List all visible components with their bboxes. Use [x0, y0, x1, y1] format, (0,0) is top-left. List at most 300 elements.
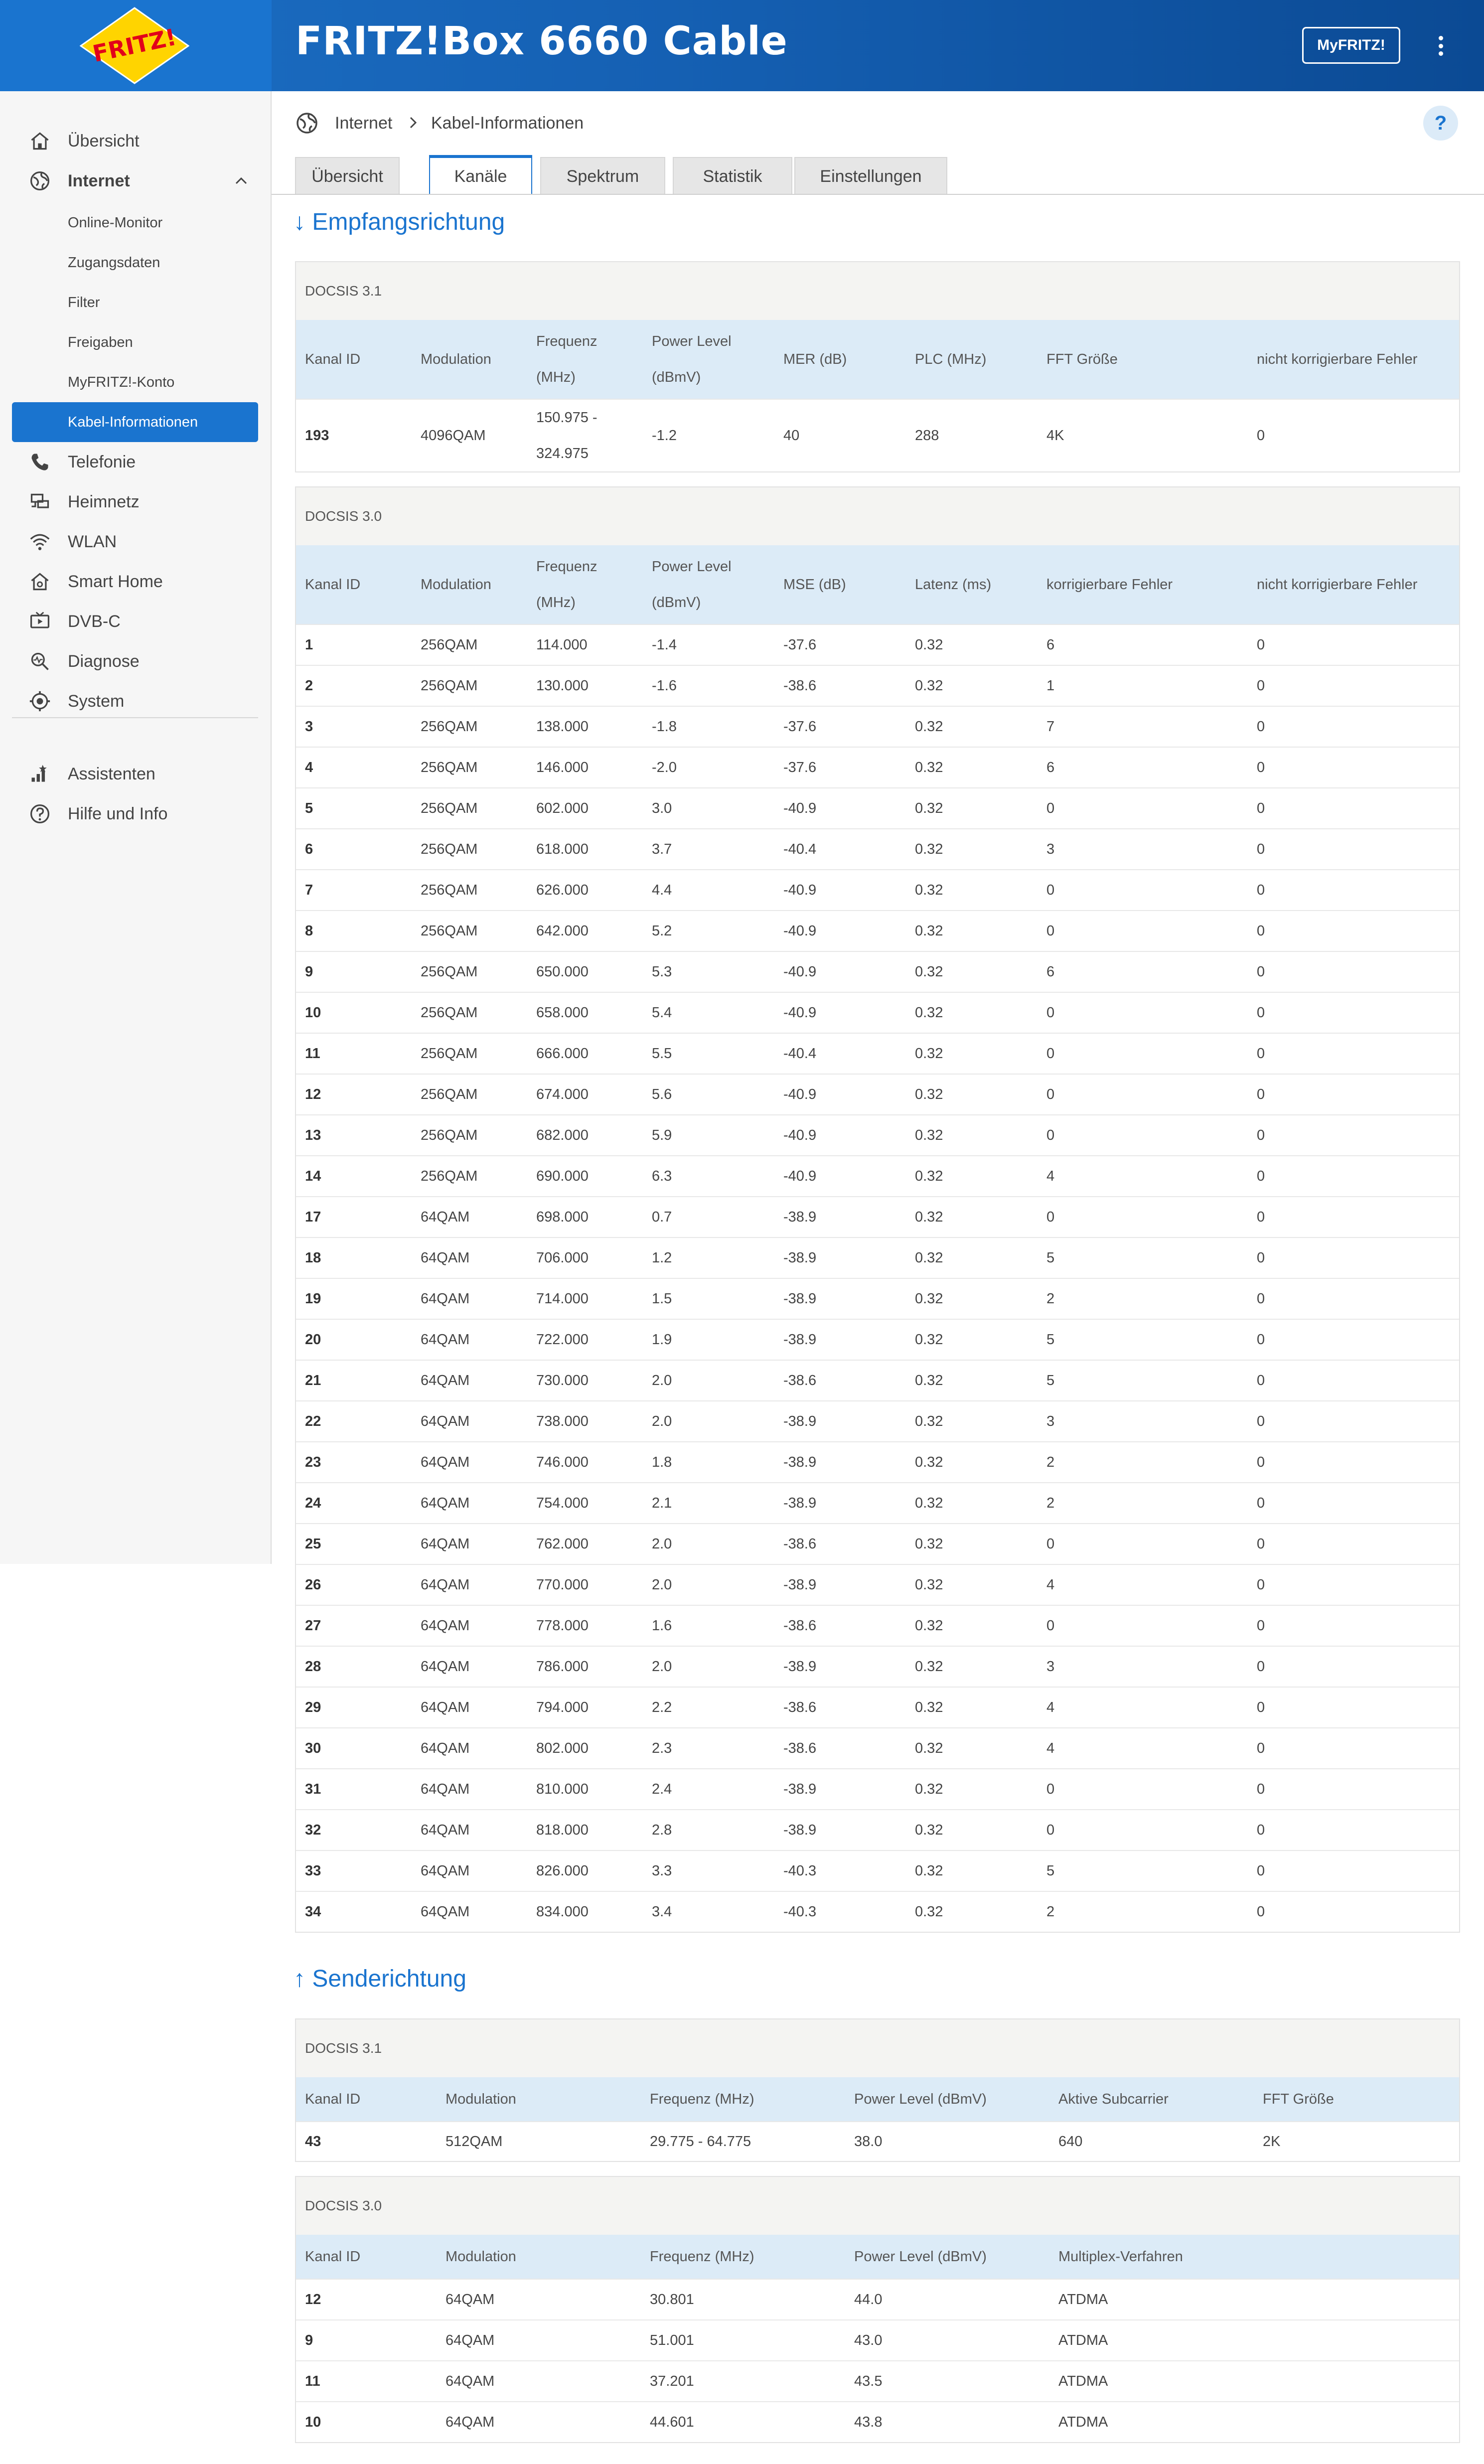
table-cell: 818.000 [536, 1822, 589, 1838]
table-row [296, 1400, 1459, 1441]
table-cell: 0.32 [915, 1291, 943, 1307]
table-cell: 256QAM [421, 760, 478, 775]
column-header: Aktive Subcarrier [1058, 2091, 1169, 2107]
logo-area [0, 0, 272, 91]
table-cell: 5.9 [652, 1127, 672, 1143]
sidebar-item-label: Freigaben [68, 334, 133, 350]
table-cell: 0 [1257, 964, 1265, 980]
table-header-row [296, 320, 1459, 399]
table-cell: 512QAM [445, 2134, 503, 2150]
table-cell: 40 [783, 428, 800, 444]
chevron-right-icon [406, 116, 420, 130]
column-header: Multiplex-Verfahren [1058, 2249, 1183, 2265]
table-cell: 2.8 [652, 1822, 672, 1838]
sidebar-item-label: DVB-C [68, 612, 121, 631]
breadcrumb-internet[interactable]: Internet [335, 114, 393, 133]
table-cell: 0 [1257, 637, 1265, 653]
table-cell: -40.9 [783, 1127, 817, 1143]
table-cell: 0.32 [915, 1822, 943, 1838]
sidebar-item-heimnetz[interactable] [0, 482, 272, 522]
table-cell: 43.8 [854, 2414, 883, 2430]
table-cell: 5.6 [652, 1086, 672, 1102]
table-cell: 27 [305, 1618, 321, 1634]
sidebar-divider [12, 717, 258, 718]
table-cell: 29 [305, 1699, 321, 1715]
globe-icon [28, 169, 52, 193]
table-row [296, 1605, 1459, 1646]
table-cell: 43 [305, 2134, 321, 2150]
table-cell: 7 [305, 882, 313, 898]
table-cell: 4 [1046, 1577, 1055, 1593]
table-row [296, 992, 1459, 1033]
table-cell: 12 [305, 1086, 321, 1102]
table-row [296, 1033, 1459, 1074]
table-row [296, 910, 1459, 951]
table-cell: 2 [1046, 1454, 1055, 1470]
table-cell: 256QAM [421, 1046, 478, 1062]
table-cell: -40.9 [783, 1086, 817, 1102]
table-cell: 0 [1257, 1822, 1265, 1838]
table-cell: 0 [1257, 841, 1265, 857]
downstream-docsis30-table [295, 486, 1460, 1933]
table-cell: 0 [1257, 1863, 1265, 1879]
table-cell: 810.000 [536, 1781, 589, 1797]
table-cell: 6.3 [652, 1168, 672, 1184]
table-cell: 0 [1257, 760, 1265, 775]
table-cell: 3 [1046, 1659, 1055, 1675]
table-cell: 26 [305, 1577, 321, 1593]
sidebar-item-label: Zugangsdaten [68, 254, 160, 271]
upstream-title: ↑ Senderichtung [294, 1966, 466, 1992]
table-cell: 64QAM [421, 1291, 470, 1307]
sidebar-item-label: MyFRITZ!-Konto [68, 374, 175, 390]
table-cell: -38.6 [783, 1699, 817, 1715]
table-cell: -40.9 [783, 800, 817, 816]
table-cell: 0.32 [915, 1904, 943, 1920]
table-cell: 3.7 [652, 841, 672, 857]
table-cell: -1.4 [652, 637, 677, 653]
table-cell: 0.32 [915, 1413, 943, 1429]
sidebar-item-label: Kabel-Informationen [68, 414, 198, 430]
table-cell: 5.4 [652, 1005, 672, 1021]
table-cell: -37.6 [783, 719, 817, 735]
column-header: Latenz (ms) [915, 577, 992, 593]
table-cell: 256QAM [421, 1086, 478, 1102]
table-cell: 256QAM [421, 1005, 478, 1021]
sidebar-item-system[interactable] [0, 681, 272, 721]
table-cell: 0.32 [915, 637, 943, 653]
table-cell: -40.9 [783, 1005, 817, 1021]
table-cell: 0.32 [915, 964, 943, 980]
table-cell: -38.6 [783, 1536, 817, 1552]
table-cell: 0 [1257, 1168, 1265, 1184]
table-row [296, 1646, 1459, 1687]
sidebar-item-wlan[interactable] [0, 522, 272, 562]
table-row [296, 1482, 1459, 1523]
table-cell: 674.000 [536, 1086, 589, 1102]
table-cell: 288 [915, 428, 939, 444]
table-cell: 2 [1046, 1904, 1055, 1920]
table-cell: 11 [305, 2373, 320, 2389]
table-cell: 4 [305, 760, 313, 775]
table-cell: 150.975 - 324.975 [536, 410, 597, 462]
table-cell: 6 [1046, 964, 1055, 980]
phone-icon [28, 450, 52, 474]
table-row [296, 1319, 1459, 1360]
table-cell: -38.9 [783, 1291, 817, 1307]
column-header: Frequenz (MHz) [536, 559, 597, 611]
sidebar-item-zugangsdaten[interactable] [0, 243, 272, 283]
table-cell: 6 [1046, 760, 1055, 775]
tab-statistik[interactable]: Statistik [673, 157, 792, 195]
table-cell: 64QAM [421, 1904, 470, 1920]
table-cell: 5 [1046, 1250, 1055, 1266]
table-cell: 0.32 [915, 1005, 943, 1021]
table-cell: 14 [305, 1168, 321, 1184]
table-cell: -38.9 [783, 1250, 817, 1266]
table-cell: -38.6 [783, 1740, 817, 1756]
table-cell: 0 [1046, 923, 1055, 939]
table-row [296, 1114, 1459, 1155]
table-cell: 618.000 [536, 841, 589, 857]
sidebar-item-online-monitor[interactable] [0, 203, 272, 243]
table-cell: 64QAM [445, 2373, 495, 2389]
table-cell: 650.000 [536, 964, 589, 980]
table-row [296, 1809, 1459, 1850]
table-cell: 6 [1046, 637, 1055, 653]
sidebar [0, 91, 272, 1564]
table-cell: 0.32 [915, 1250, 943, 1266]
table-cell: -40.9 [783, 1168, 817, 1184]
table-row [296, 787, 1459, 828]
table-cell: 0.32 [915, 1863, 943, 1879]
table-row [296, 1891, 1459, 1932]
sidebar-item-filter[interactable] [0, 283, 272, 322]
table-cell: 0 [1257, 1495, 1265, 1511]
table-cell: 64QAM [421, 1822, 470, 1838]
table-cell: 6 [305, 841, 313, 857]
table-cell: 3.0 [652, 800, 672, 816]
sidebar-item-myfritz-konto[interactable] [0, 362, 272, 402]
table-cell: 690.000 [536, 1168, 589, 1184]
table-cell: 256QAM [421, 678, 478, 694]
myfritz-button[interactable]: MyFRITZ! [1302, 27, 1400, 64]
table-cell: 2.0 [652, 1577, 672, 1593]
table-row [296, 747, 1459, 787]
table-cell: 256QAM [421, 923, 478, 939]
table-cell: 5 [1046, 1863, 1055, 1879]
sidebar-item-label: Diagnose [68, 651, 140, 671]
table-cell: 64QAM [445, 2414, 495, 2430]
table-row [296, 951, 1459, 992]
table-cell: 0 [1257, 1291, 1265, 1307]
table-cell: 1.9 [652, 1332, 672, 1348]
table-cell: 0 [1257, 1904, 1265, 1920]
table-cell: 746.000 [536, 1454, 589, 1470]
sidebar-item-freigaben[interactable] [0, 322, 272, 362]
table-cell: 33 [305, 1863, 321, 1879]
table-cell: -1.6 [652, 678, 677, 694]
sidebar-item-telefonie[interactable] [0, 442, 272, 482]
column-header: Kanal ID [305, 2091, 361, 2107]
column-header: korrigierbare Fehler [1046, 577, 1173, 593]
tab-divider [272, 194, 1484, 195]
table-cell: 4 [1046, 1740, 1055, 1756]
table-cell: 1.2 [652, 1250, 672, 1266]
sidebar-item-dvb-c[interactable] [0, 602, 272, 641]
column-header: MSE (dB) [783, 577, 846, 593]
docsis-heading: DOCSIS 3.0 [296, 2177, 1459, 2235]
table-row [296, 828, 1459, 869]
table-cell: -40.9 [783, 882, 817, 898]
table-row [296, 2360, 1459, 2401]
column-header: Power Level (dBmV) [854, 2091, 987, 2107]
upstream-docsis31-table [295, 2018, 1460, 2162]
table-cell: 0 [1046, 1127, 1055, 1143]
table-cell: ATDMA [1058, 2292, 1108, 2308]
table-cell: 2.0 [652, 1536, 672, 1552]
kebab-menu-icon[interactable] [1433, 32, 1448, 60]
column-header: Power Level (dBmV) [652, 333, 732, 385]
table-cell: 64QAM [421, 1209, 470, 1225]
tv-icon [28, 610, 52, 633]
table-cell: 0 [1257, 719, 1265, 735]
sidebar-item-kabel-informationen[interactable] [12, 402, 258, 442]
table-cell: 0.32 [915, 1495, 943, 1511]
table-row [296, 665, 1459, 706]
table-cell: 138.000 [536, 719, 589, 735]
table-cell: 3.4 [652, 1904, 672, 1920]
sidebar-item-label: Filter [68, 294, 100, 310]
table-cell: -38.9 [783, 1413, 817, 1429]
table-cell: 0.32 [915, 923, 943, 939]
chevron-up-icon[interactable] [234, 174, 248, 188]
sidebar-item-internet[interactable] [0, 161, 272, 201]
column-header: Power Level (dBmV) [854, 2249, 987, 2265]
table-row [296, 1727, 1459, 1768]
table-cell: -38.6 [783, 1373, 817, 1388]
tab-uebersicht[interactable]: Übersicht [295, 157, 400, 195]
table-cell: 0 [1257, 1781, 1265, 1797]
tab-einstellungen[interactable]: Einstellungen [794, 157, 947, 195]
table-cell: -38.6 [783, 678, 817, 694]
table-cell: 34 [305, 1904, 321, 1920]
column-header: FFT Größe [1263, 2091, 1334, 2107]
table-cell: -38.6 [783, 1618, 817, 1634]
table-cell: 18 [305, 1250, 321, 1266]
home-icon [28, 129, 52, 153]
tab-spektrum[interactable]: Spektrum [540, 157, 665, 195]
table-row [296, 624, 1459, 665]
table-cell: 0.32 [915, 1332, 943, 1348]
table-cell: 256QAM [421, 800, 478, 816]
table-cell: 0.32 [915, 678, 943, 694]
table-cell: ATDMA [1058, 2373, 1108, 2389]
table-cell: 11 [305, 1046, 320, 1062]
column-header: Frequenz (MHz) [650, 2091, 754, 2107]
table-cell: 193 [305, 428, 329, 444]
table-row [296, 1441, 1459, 1482]
table-cell: 698.000 [536, 1209, 589, 1225]
table-cell: 0.7 [652, 1209, 672, 1225]
table-cell: 2 [1046, 1495, 1055, 1511]
table-row [296, 2401, 1459, 2442]
table-cell: 31 [305, 1781, 321, 1797]
table-cell: 13 [305, 1127, 321, 1143]
table-cell: 64QAM [421, 1332, 470, 1348]
table-cell: 0 [1046, 1086, 1055, 1102]
table-cell: 2K [1263, 2134, 1281, 2150]
table-cell: 256QAM [421, 841, 478, 857]
table-cell: -38.9 [783, 1495, 817, 1511]
table-header-row [296, 545, 1459, 624]
table-cell: 0.32 [915, 1659, 943, 1675]
table-cell: 658.000 [536, 1005, 589, 1021]
table-cell: 8 [305, 923, 313, 939]
table-cell: 5.2 [652, 923, 672, 939]
table-cell: 3 [1046, 841, 1055, 857]
table-cell: 0 [1257, 1005, 1265, 1021]
table-cell: 0.32 [915, 882, 943, 898]
table-cell: 2.3 [652, 1740, 672, 1756]
column-header: Power Level (dBmV) [652, 559, 732, 611]
table-cell: 5 [1046, 1332, 1055, 1348]
table-cell: 802.000 [536, 1740, 589, 1756]
table-cell: -38.9 [783, 1332, 817, 1348]
sidebar-item-label: System [68, 691, 125, 711]
table-cell: 37.201 [650, 2373, 694, 2389]
table-cell: 10 [305, 1005, 321, 1021]
column-header: Frequenz (MHz) [650, 2249, 754, 2265]
table-cell: 4096QAM [421, 428, 486, 444]
table-cell: 64QAM [421, 1659, 470, 1675]
top-header [0, 0, 1484, 91]
table-cell: 5 [1046, 1373, 1055, 1388]
table-cell: 7 [1046, 719, 1055, 735]
table-row [296, 2319, 1459, 2360]
table-cell: -38.9 [783, 1577, 817, 1593]
table-cell: 3 [305, 719, 313, 735]
table-cell: -40.3 [783, 1904, 817, 1920]
table-cell: 2 [1046, 1291, 1055, 1307]
fritz-logo[interactable] [80, 7, 189, 84]
sidebar-item-label: Telefonie [68, 452, 136, 471]
table-cell: 21 [305, 1373, 321, 1388]
table-cell: 0 [1257, 1577, 1265, 1593]
column-header: nicht korrigierbare Fehler [1257, 351, 1418, 367]
table-row [296, 869, 1459, 910]
table-cell: 20 [305, 1332, 321, 1348]
sidebar-item-smart-home[interactable] [0, 562, 272, 602]
table-header-row [296, 2077, 1459, 2121]
upstream-docsis30-table [295, 2176, 1460, 2443]
table-cell: 44.0 [854, 2292, 883, 2308]
table-cell: 0 [1257, 1659, 1265, 1675]
table-cell: 2.0 [652, 1373, 672, 1388]
sidebar-item-hilfe-und-info[interactable] [0, 794, 272, 834]
table-cell: 1 [1046, 678, 1055, 694]
column-header: FFT Größe [1046, 351, 1118, 367]
table-cell: 64QAM [445, 2292, 495, 2308]
sidebar-item-label: WLAN [68, 532, 117, 551]
table-cell: 130.000 [536, 678, 589, 694]
table-cell: 9 [305, 2332, 313, 2348]
table-cell: 0.32 [915, 1373, 943, 1388]
table-cell: 0.32 [915, 1454, 943, 1470]
table-cell: 786.000 [536, 1659, 589, 1675]
table-cell: 0 [1257, 1699, 1265, 1715]
table-cell: 0 [1257, 882, 1265, 898]
table-row [296, 1278, 1459, 1319]
table-cell: 770.000 [536, 1577, 589, 1593]
table-cell: 17 [305, 1209, 321, 1225]
table-row [296, 399, 1459, 471]
table-cell: 5.5 [652, 1046, 672, 1062]
table-cell: 666.000 [536, 1046, 589, 1062]
diagnose-icon [28, 649, 52, 673]
tab-kanaele[interactable]: Kanäle [429, 155, 532, 195]
table-cell: 64QAM [421, 1495, 470, 1511]
table-row [296, 1074, 1459, 1114]
table-cell: 64QAM [421, 1454, 470, 1470]
sidebar-item-übersicht[interactable] [0, 121, 272, 161]
sidebar-item-assistenten[interactable] [0, 754, 272, 794]
table-cell: 0 [1257, 1740, 1265, 1756]
table-cell: -1.8 [652, 719, 677, 735]
table-cell: 64QAM [421, 1250, 470, 1266]
downstream-title: ↓ Empfangsrichtung [294, 209, 505, 235]
table-cell: 0 [1257, 1618, 1265, 1634]
table-cell: 32 [305, 1822, 321, 1838]
table-cell: 5 [305, 800, 313, 816]
table-cell: 0.32 [915, 1046, 943, 1062]
table-cell: -38.9 [783, 1822, 817, 1838]
table-cell: 0 [1257, 678, 1265, 694]
column-header: Modulation [421, 351, 491, 367]
table-cell: -37.6 [783, 760, 817, 775]
table-cell: 0.32 [915, 1209, 943, 1225]
docsis-heading: DOCSIS 3.1 [296, 2019, 1459, 2077]
table-cell: -2.0 [652, 760, 677, 775]
table-cell: 706.000 [536, 1250, 589, 1266]
column-header: Kanal ID [305, 577, 361, 593]
table-cell: 38.0 [854, 2134, 883, 2150]
column-header: Modulation [421, 577, 491, 593]
table-cell: 640 [1058, 2134, 1083, 2150]
table-cell: 834.000 [536, 1904, 589, 1920]
table-cell: 0.32 [915, 1127, 943, 1143]
table-cell: 1.6 [652, 1618, 672, 1634]
table-cell: 0 [1257, 800, 1265, 816]
table-cell: 0.32 [915, 1740, 943, 1756]
table-cell: 30.801 [650, 2292, 694, 2308]
column-header: nicht korrigierbare Fehler [1257, 577, 1418, 593]
sidebar-item-diagnose[interactable] [0, 641, 272, 681]
table-cell: 19 [305, 1291, 321, 1307]
help-button[interactable]: ? [1423, 106, 1458, 141]
table-cell: 256QAM [421, 1168, 478, 1184]
table-cell: 722.000 [536, 1332, 589, 1348]
globe-icon [295, 111, 319, 135]
table-cell: 30 [305, 1740, 321, 1756]
table-cell: -38.9 [783, 1781, 817, 1797]
svg-text:FRITZ!: FRITZ! [90, 23, 179, 68]
sidebar-item-label: Assistenten [68, 764, 155, 783]
table-cell: -38.9 [783, 1209, 817, 1225]
table-cell: 4 [1046, 1168, 1055, 1184]
table-cell: 0 [1046, 882, 1055, 898]
table-row [296, 1196, 1459, 1237]
